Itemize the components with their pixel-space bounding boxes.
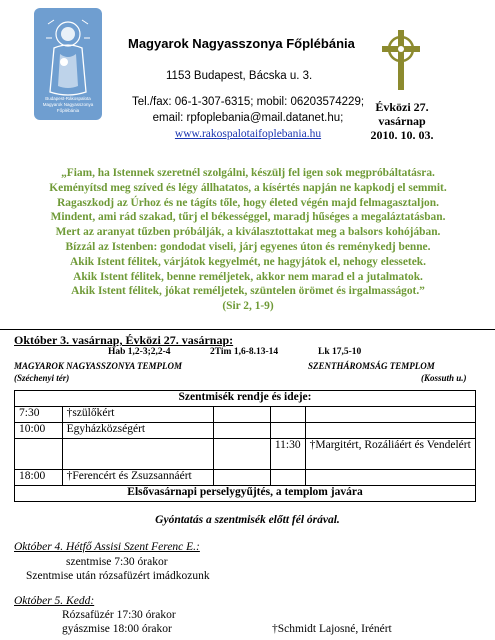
reading-1: Hab 1,2-3;2,2-4	[108, 347, 171, 357]
email-line: email: rpfoplebania@mail.datanet.hu;	[152, 112, 344, 124]
mass-time: 10:00	[15, 423, 63, 439]
church-left: MAGYAROK NAGYASSZONYA TEMPLOM	[14, 361, 183, 371]
quote-line: Akik Istent félitek, jókat reméljetek, szüntelen örömet és irgalmasságot.”	[71, 285, 425, 298]
logo-line-3: Főplébánia	[56, 108, 80, 113]
table-title: Szentmisék rendje és ideje:	[15, 391, 476, 407]
quote-line: „Fiam, ha Istennek szeretnél szolgálni, készülj fel igen sok megpróbáltatásra.	[61, 167, 435, 179]
quote-line: Mert az aranyat tűzben próbálják, a kiválasztottakat meg a balsors kohójában.	[55, 226, 441, 239]
bulletin-date: 2010. 10. 03.	[370, 128, 434, 142]
church-left-location: (Széchenyi tér)	[14, 373, 70, 383]
event-line: Szentmise után rózsafüzért imádkozunk	[26, 570, 210, 582]
table-row	[15, 439, 476, 470]
table-row	[15, 407, 476, 423]
quote-line: Akik Istent félitek, benne reméljetek, akkor nem marad el a jutalmatok.	[73, 270, 423, 283]
mass-intention: †Ferencért és Zsuzsannáért	[62, 470, 214, 486]
confession-note: Gyóntatás a szentmisék előtt fél órával.	[155, 514, 340, 526]
event-heading: Október 4. Hétfő Assisi Szent Ferenc E.:	[14, 541, 200, 553]
phone-line: Tel./fax: 06-1-307-6315; mobil: 06203574229;	[131, 96, 365, 108]
quote-line: Bízzál az Istenben: gondodat viseli, járj egyenes úton és reménykedj benne.	[65, 240, 431, 253]
scripture-quote	[14, 166, 482, 314]
sunday-heading: Október 3. vasárnap, Évközi 27. vasárnap:	[14, 333, 234, 347]
logo-line-2: Magyarok Nagyasszonya	[42, 102, 94, 107]
quote-line: Ragaszkodj az Úrhoz és ne tágíts tőle, hogy életed végén majd felmagasztaljon.	[57, 196, 439, 209]
logo-line-1: Budapest-Rákospalota	[45, 96, 91, 101]
website-link[interactable]: www.rakospalotaifoplebania.hu	[174, 128, 322, 140]
reading-3: Lk 17,5-10	[318, 347, 362, 357]
collection-note: Elsővasárnapi perselygyűjtés, a templom javára	[15, 486, 476, 502]
quote-reference: (Sir 2, 1-9)	[222, 300, 274, 313]
event-line: gyászmise 18:00 órakor	[62, 623, 172, 635]
event-line: szentmise 7:30 órakor	[66, 556, 168, 568]
reading-2: 2Tim 1,6-8.13-14	[210, 347, 279, 357]
table-footer-row	[15, 486, 476, 502]
quote-line: Akik Istent félitek, várjátok kegyelmét, ne hagyjátok el, nehogy elessetek.	[70, 255, 426, 268]
section-divider	[0, 329, 495, 330]
sunday-word: vasárnap	[378, 114, 426, 128]
church-right: SZENTHÁROMSÁG TEMPLOM	[308, 361, 435, 371]
celtic-cross-icon	[378, 28, 424, 92]
mass-schedule-table	[14, 390, 476, 502]
parish-address: 1153 Budapest, Bácska u. 3.	[166, 70, 313, 82]
table-header-row	[15, 391, 476, 407]
event-heading: Október 5. Kedd:	[14, 595, 95, 607]
mass-intention: †szülőkért	[62, 407, 214, 423]
mass-intention: †Margitért, Rozáliáért és Vendelért	[305, 439, 475, 470]
quote-line: Mindent, ami rád szakad, tűrj el békességgel, maradj hűséges a megaláztatásban.	[50, 211, 446, 224]
mass-time: 7:30	[15, 407, 63, 423]
table-row	[15, 423, 476, 439]
contact-block	[118, 94, 378, 142]
table-row	[15, 470, 476, 486]
event-line: Rózsafüzér 17:30 órakor	[62, 609, 176, 621]
parish-name: Magyarok Nagyasszonya Főplébánia	[128, 36, 355, 51]
quote-line: Keményítsd meg szíved és légy állhatatos, a kísértés napján ne kapkodj el semmit.	[49, 181, 447, 194]
mass-time: 11:30	[270, 439, 305, 470]
event-note: †Schmidt Lajosné, Irénért	[272, 623, 392, 635]
liturgical-sunday	[366, 100, 438, 142]
mass-time: 18:00	[15, 470, 63, 486]
mass-intention: Egyházközségért	[62, 423, 214, 439]
sunday-name: Évközi 27.	[375, 100, 429, 114]
church-right-location: (Kossuth u.)	[421, 373, 467, 383]
parish-logo	[34, 8, 102, 120]
